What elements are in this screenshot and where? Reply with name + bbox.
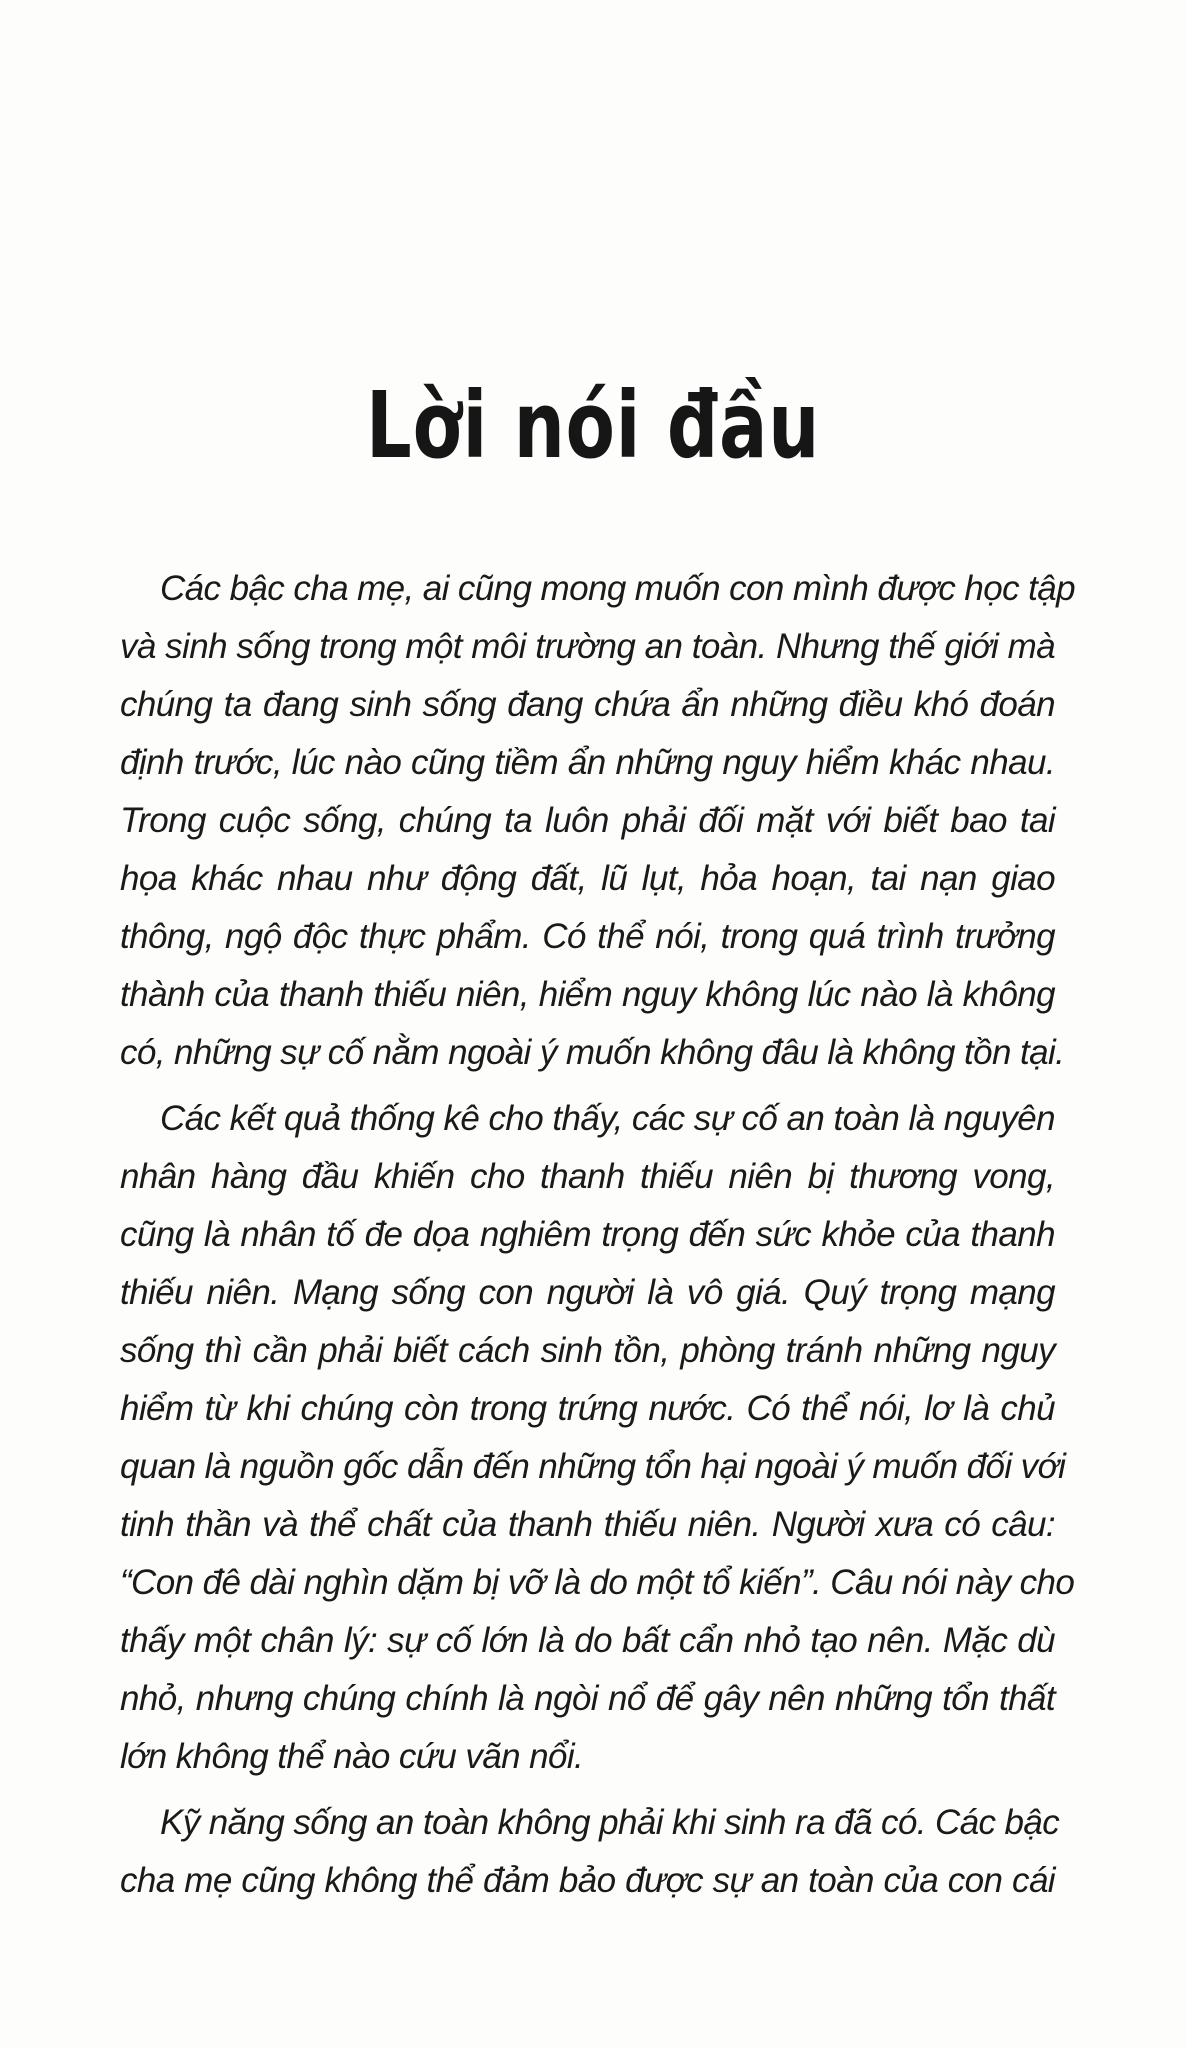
text-line: tinh thần và thể chất của thanh thiếu niên. Người xưa có câu: [120, 1505, 1055, 1544]
text-line: Kỹ năng sống an toàn không phải khi sinh ra đã có. Các bậc [160, 1803, 1060, 1842]
text-line: cha mẹ cũng không thể đảm bảo được sự an toàn của con cái [120, 1861, 1055, 1900]
text-line: quan là nguồn gốc dẫn đến những tổn hại ngoài ý muốn đối với [120, 1447, 1066, 1486]
text-line: cũng là nhân tố đe dọa nghiêm trọng đến sức khỏe của thanh [120, 1215, 1055, 1254]
text-line: thiếu niên. Mạng sống con người là vô giá. Quý trọng mạng [120, 1273, 1055, 1312]
text-line: thấy một chân lý: sự cố lớn là do bất cẩn nhỏ tạo nên. Mặc dù [120, 1621, 1055, 1660]
paragraph [120, 1090, 1075, 1786]
text-line: và sinh sống trong một môi trường an toàn. Nhưng thế giới mà [120, 627, 1055, 666]
title-text: Lời nói đầu [366, 372, 821, 479]
text-line: hiểm từ khi chúng còn trong trứng nước. Có thể nói, lơ là chủ [120, 1389, 1055, 1428]
text-line: định trước, lúc nào cũng tiềm ẩn những nguy hiểm khác nhau. [120, 743, 1055, 782]
text-line: sống thì cần phải biết cách sinh tồn, phòng tránh những nguy [120, 1331, 1055, 1370]
text-line: “Con đê dài nghìn dặm bị vỡ là do một tổ kiến”. Câu nói này cho [120, 1563, 1075, 1602]
text-line: thông, ngộ độc thực phẩm. Có thể nói, trong quá trình trưởng [120, 917, 1055, 956]
paragraph [120, 1794, 1060, 1910]
text-line: chúng ta đang sinh sống đang chứa ẩn những điều khó đoán [120, 685, 1055, 724]
body-text [120, 560, 1076, 1918]
text-line: nhân hàng đầu khiến cho thanh thiếu niên bị thương vong, [120, 1157, 1055, 1196]
text-line: họa khác nhau như động đất, lũ lụt, hỏa hoạn, tai nạn giao [120, 859, 1055, 898]
text-line: lớn không thể nào cứu vãn nổi. [120, 1737, 584, 1776]
text-line: Trong cuộc sống, chúng ta luôn phải đối mặt với biết bao tai [120, 801, 1055, 840]
text-line: Các kết quả thống kê cho thấy, các sự cố an toàn là nguyên [160, 1099, 1055, 1138]
paragraph [120, 560, 1076, 1082]
text-line: có, những sự cố nằm ngoài ý muốn không đâu là không tồn tại. [120, 1033, 1065, 1072]
text-line: Các bậc cha mẹ, ai cũng mong muốn con mình được học tập [160, 569, 1076, 608]
text-line: nhỏ, nhưng chúng chính là ngòi nổ để gây nên những tổn thất [120, 1679, 1055, 1718]
text-line: thành của thanh thiếu niên, hiểm nguy không lúc nào là không [120, 975, 1055, 1014]
page-title [0, 372, 1187, 479]
